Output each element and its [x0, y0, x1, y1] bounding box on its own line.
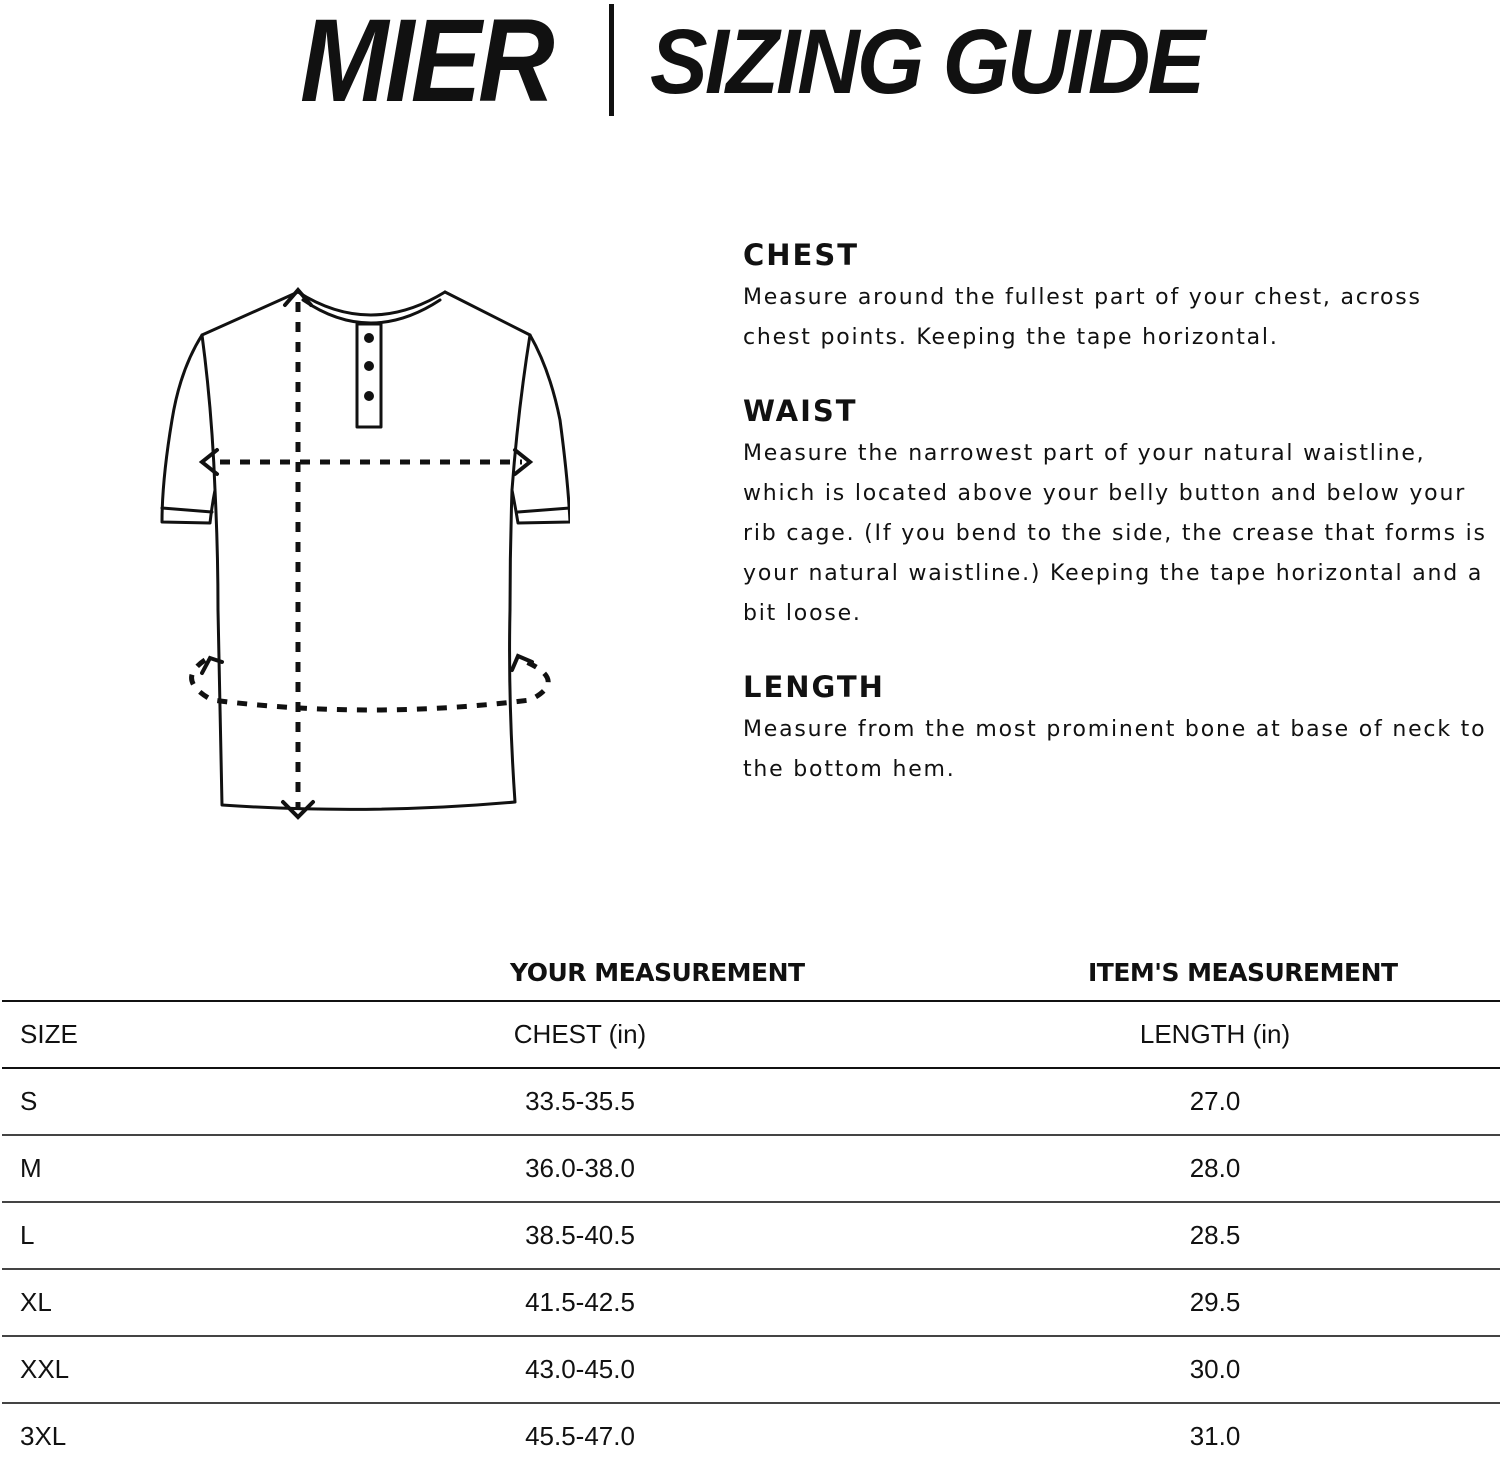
length-section: [743, 670, 1493, 790]
size-table: [0, 940, 1500, 1469]
chest-cell: 43.0-45.0: [525, 1354, 635, 1384]
waist-section: [743, 394, 1493, 634]
chest-cell: 38.5-40.5: [525, 1220, 635, 1250]
header: [0, 0, 1500, 130]
chest-heading: CHEST: [743, 238, 860, 272]
chest-cell: 33.5-35.5: [525, 1086, 635, 1116]
length-cell: 30.0: [1189, 1354, 1241, 1384]
table-group-header: [0, 940, 1500, 1000]
waist-description: Measure the narrowest part of your natural waistline, which is located above your belly button and below your rib cage. (If you bend to the side, the crease that forms is your natural waistline.) Keeping the tape horizontal and a bit loose.: [743, 441, 1487, 626]
table-row: [0, 1203, 1500, 1268]
size-cell: XL: [20, 1287, 52, 1317]
header-divider: [609, 4, 614, 116]
measurement-instructions: [743, 238, 1493, 826]
col-chest-header: CHEST (in): [513, 1019, 647, 1049]
chest-cell: 41.5-42.5: [525, 1287, 635, 1317]
page-title: SIZING GUIDE: [650, 11, 1203, 113]
table-row: [0, 1270, 1500, 1335]
size-cell: M: [20, 1153, 42, 1183]
chest-section: [743, 238, 1493, 358]
size-cell: S: [20, 1086, 38, 1116]
size-cell: XXL: [20, 1354, 70, 1384]
length-heading: LENGTH: [743, 670, 885, 704]
waist-heading: WAIST: [743, 394, 858, 428]
table-row: [0, 1136, 1500, 1201]
chest-description: Measure around the fullest part of your chest, across chest points. Keeping the tape horizontal.: [743, 285, 1422, 350]
table-row: [0, 1069, 1500, 1134]
table-header-row: [0, 1002, 1500, 1067]
length-cell: 29.5: [1189, 1287, 1241, 1317]
size-cell: 3XL: [20, 1421, 67, 1451]
length-cell: 28.0: [1189, 1153, 1241, 1183]
col-length-header: LENGTH (in): [1139, 1019, 1291, 1049]
length-cell: 27.0: [1189, 1086, 1241, 1116]
length-description: Measure from the most prominent bone at base of neck to the bottom hem.: [743, 717, 1487, 782]
col-size-header: SIZE: [20, 1019, 78, 1049]
item-measurement-label: ITEM'S MEASUREMENT: [1088, 958, 1398, 987]
size-cell: L: [20, 1220, 35, 1250]
your-measurement-label: YOUR MEASUREMENT: [510, 958, 805, 987]
length-cell: 31.0: [1189, 1421, 1241, 1451]
length-cell: 28.5: [1189, 1220, 1241, 1250]
shirt-measurement-diagram: [150, 280, 570, 825]
chest-cell: 45.5-47.0: [525, 1421, 635, 1451]
chest-cell: 36.0-38.0: [525, 1153, 635, 1183]
brand-logo: MIER: [300, 0, 552, 127]
table-row: [0, 1337, 1500, 1402]
table-row: [0, 1404, 1500, 1469]
